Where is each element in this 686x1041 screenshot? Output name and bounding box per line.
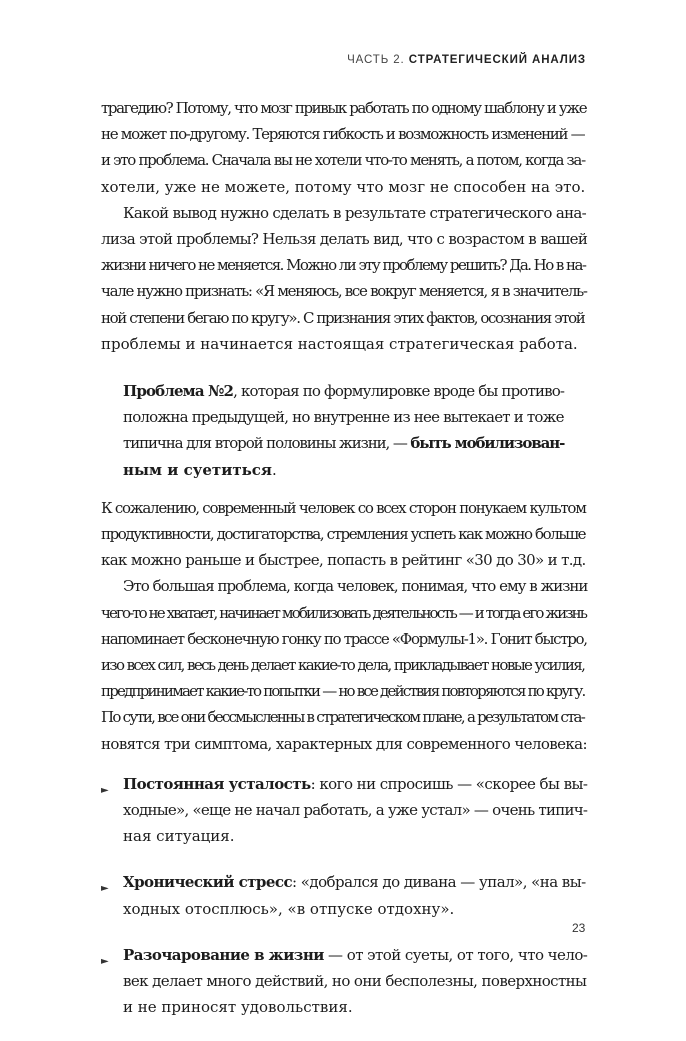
text-line: как можно раньше и быстрее, попасть в рейтинг «30 до 30» и т.д. — [101, 551, 586, 570]
paragraph-2 — [101, 200, 587, 357]
text-line — [123, 771, 587, 797]
text-span: : «добрался до дивана — упал», «на вы- — [292, 873, 586, 892]
emphasis: Постоянная усталость — [123, 774, 311, 793]
text-line: положна предыдущей, но внутренне из нее вытекает и тоже — [123, 408, 564, 427]
text-span: . — [272, 460, 277, 479]
text-line: предпринимает какие-то попытки — но все действия повторяются по кругу. — [101, 682, 585, 701]
page-content — [101, 95, 587, 1041]
text-line: ная ситуация. — [123, 827, 235, 846]
text-line — [123, 942, 587, 968]
text-line: и не приносят удовольствия. — [123, 998, 353, 1017]
text-line: изо всех сил, весь день делает какие-то дела, прикладывает новые усилия, — [101, 656, 585, 675]
text-line — [123, 869, 587, 895]
text-line: продуктивности, достигаторства, стремления успеть как можно больше — [101, 525, 586, 544]
text-line: ходные», «еще не начал работать, а уже устал» — очень типич- — [123, 801, 588, 820]
list-item — [101, 771, 587, 850]
text-line: век делает много действий, но они бесполезны, поверхностны — [123, 972, 587, 991]
problem-2-label: Проблема №2 — [123, 382, 234, 401]
triangle-right-icon: ► — [101, 955, 109, 967]
text-line: чего-то не хватает, начинает мобилизовать деятельность — и тогда его жизнь — [101, 603, 586, 622]
text-line: хотели, уже не можете, потому что мозг не способен на это. — [101, 177, 586, 196]
text-line: Это большая проблема, когда человек, понимая, что ему в жизни — [123, 577, 588, 596]
text-line: ходных отосплюсь», «в отпуске отдохну». — [123, 899, 455, 918]
triangle-right-icon: ► — [101, 784, 109, 796]
emphasis: быть мобилизован- — [410, 434, 565, 453]
emphasis: Разочарование в жизни — [123, 945, 324, 964]
text-line: проблемы и начинается настоящая стратегическая работа. — [101, 334, 578, 353]
text-span: — от этой суеты, от того, что чело- — [323, 945, 588, 964]
text-line: К сожалению, современный человек со всех сторон понукаем культом — [101, 498, 586, 517]
text-line: По сути, все они бессмысленны в стратегическом плане, а результатом ста- — [101, 708, 585, 727]
text-span: : кого ни спросишь — «скорее бы вы- — [310, 774, 588, 793]
text-line: жизни ничего не меняется. Можно ли эту проблему решить? Да. Но в на- — [101, 256, 586, 275]
list-item — [101, 869, 587, 921]
text-line: чале нужно признать: «Я меняюсь, все вокруг меняется, я в значитель- — [101, 282, 587, 301]
text-line: лиза этой проблемы? Нельзя делать вид, что с возрастом в вашей — [101, 230, 588, 249]
symptom-list — [101, 771, 587, 1021]
page-number: 23 — [572, 921, 586, 935]
text-line: новятся три симптома, характерных для современного человека: — [101, 734, 587, 753]
triangle-right-icon: ► — [101, 883, 109, 895]
text-line: трагедию? Потому, что мозг привык работать по одному шаблону и уже — [101, 99, 587, 117]
text-span: типична для второй половины жизни, — — [123, 434, 407, 453]
paragraph-3 — [101, 495, 587, 574]
text-line — [123, 457, 565, 483]
text-line: напоминает бесконечную гонку по трассе «Формулы-1». Гонит быстро, — [101, 629, 587, 648]
text-line: не может по-другому. Теряются гибкость и возможность изменений — — [101, 125, 585, 144]
paragraph-1 — [101, 95, 587, 200]
text-line: ной степени бегаю по кругу». С признания этих фактов, осознания этой — [101, 308, 585, 327]
text-line: Какой вывод нужно сделать в результате стратегического ана- — [123, 203, 586, 222]
text-line — [123, 378, 565, 404]
emphasis: Хронический стресс — [123, 873, 293, 892]
text-span: , которая по формулировке вроде бы противо- — [233, 382, 565, 401]
header-part: ЧАСТЬ 2. — [347, 54, 405, 66]
running-header — [347, 54, 586, 66]
problem-2-block — [123, 378, 565, 483]
text-line — [123, 430, 565, 456]
emphasis: ным и суетиться — [123, 460, 273, 479]
list-item — [101, 942, 587, 1021]
paragraph-4 — [101, 573, 587, 756]
header-title: СТРАТЕГИЧЕСКИЙ АНАЛИЗ — [408, 54, 586, 66]
text-line: и это проблема. Сначала вы не хотели что-то менять, а потом, когда за- — [101, 151, 585, 170]
